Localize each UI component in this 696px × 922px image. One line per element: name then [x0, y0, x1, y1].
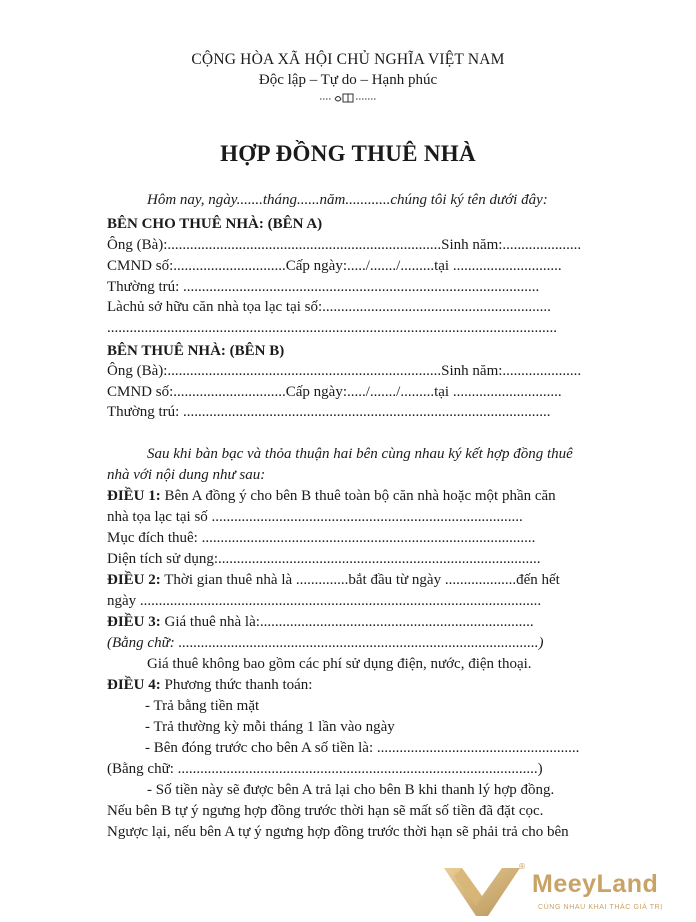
- article-2: [107, 570, 627, 590]
- payment-option-monthly: - Trả thường kỳ mỗi tháng 1 lần vào ngày: [145, 719, 395, 735]
- party-a-owner: Làchủ sở hữu căn nhà tọa lạc tại số:.............................................................: [107, 299, 551, 315]
- deposit-terms-2: Nếu bên B tự ý ngưng hợp đồng trước thời hạn sẽ mất số tiền đã đặt cọc.: [107, 803, 544, 819]
- meeyland-logo-icon: [442, 862, 522, 918]
- party-a-id: CMND số:..............................Cấp ngày:...../......./.........tại .............................: [107, 258, 562, 274]
- article-4-label: ĐIỀU 4:: [107, 677, 161, 693]
- party-a-residence: Thường trú: ...............................................................................................: [107, 279, 540, 295]
- intro-line: Hôm nay, ngày.......tháng......năm............chúng tôi ký tên dưới đây:: [147, 192, 548, 208]
- article-1-purpose: Mục đích thuê: .........................................................................................: [107, 530, 536, 546]
- party-b-id: CMND số:..............................Cấp ngày:...../......./.........tại .............................: [107, 384, 562, 400]
- party-b-heading: BÊN THUÊ NHÀ: (BÊN B): [107, 343, 285, 359]
- agreement-line-1: Sau khi bàn bạc và thỏa thuận hai bên cùng nhau ký kết hợp đồng thuê: [147, 446, 573, 462]
- article-3-note: Giá thuê không bao gồm các phí sử dụng điện, nước, điện thoại.: [147, 656, 532, 672]
- article-3-label: ĐIỀU 3:: [107, 614, 161, 630]
- article-4-in-words: (Bằng chữ: ................................................................................................): [107, 761, 543, 777]
- deposit-terms-1: - Số tiền này sẽ được bên A trả lại cho bên B khi thanh lý hợp đồng.: [147, 782, 555, 798]
- party-a-owner-cont: ........................................................................................................................: [107, 320, 557, 336]
- article-3-text: Giá thuê nhà là:.........................................................................: [160, 614, 534, 630]
- registered-mark: ®: [518, 862, 526, 871]
- article-1-text: Bên A đồng ý cho bên B thuê toàn bộ căn nhà hoặc một phần căn: [160, 488, 556, 504]
- article-1-label: ĐIỀU 1:: [107, 488, 161, 504]
- deposit-terms-3: Ngược lại, nếu bên A tự ý ngưng hợp đồng trước thời hạn sẽ phải trả cho bên: [107, 824, 569, 840]
- ornament-divider: [0, 92, 696, 107]
- party-b-name: Ông (Bà):.........................................................................Sinh năm:.....................: [107, 363, 582, 379]
- national-motto: Độc lập – Tự do – Hạnh phúc: [258, 72, 438, 88]
- brand-tagline: CÙNG NHAU KHAI THÁC GIÁ TRỊ: [538, 904, 663, 911]
- article-1-area: Diện tích sử dụng:......................................................................................: [107, 551, 541, 567]
- article-3-in-words: (Bằng chữ: ................................................................................................): [107, 635, 544, 651]
- brand-name: MeeyLand: [532, 870, 659, 898]
- book-ornament-icon: [318, 92, 378, 104]
- article-1: [107, 486, 627, 506]
- article-4: [107, 675, 627, 695]
- payment-option-cash: - Trả bằng tiền mặt: [145, 698, 260, 714]
- article-2-text: Thời gian thuê nhà là ..............bắt đầu từ ngày ...................đến hết: [160, 572, 560, 588]
- article-4-text: Phương thức thanh toán:: [160, 677, 313, 693]
- article-1-address: nhà tọa lạc tại số ...................................................................................: [107, 509, 523, 525]
- party-a-heading: BÊN CHO THUÊ NHÀ: (BÊN A): [107, 216, 323, 232]
- national-title: CỘNG HÒA XÃ HỘI CHỦ NGHĨA VIỆT NAM: [191, 51, 505, 68]
- party-b-residence: Thường trú: ..................................................................................................: [107, 404, 551, 420]
- article-2-end-date: ngày ...........................................................................................................: [107, 593, 542, 609]
- article-2-label: ĐIỀU 2:: [107, 572, 161, 588]
- agreement-line-2: nhà với nội dung như sau:: [107, 467, 266, 483]
- payment-option-deposit: - Bên đóng trước cho bên A số tiền là: ......................................................: [145, 740, 580, 756]
- document-title: HỢP ĐỒNG THUÊ NHÀ: [220, 141, 476, 166]
- party-a-name: Ông (Bà):.........................................................................Sinh năm:.....................: [107, 237, 582, 253]
- meeyland-watermark: [442, 858, 692, 920]
- article-3: [107, 612, 627, 632]
